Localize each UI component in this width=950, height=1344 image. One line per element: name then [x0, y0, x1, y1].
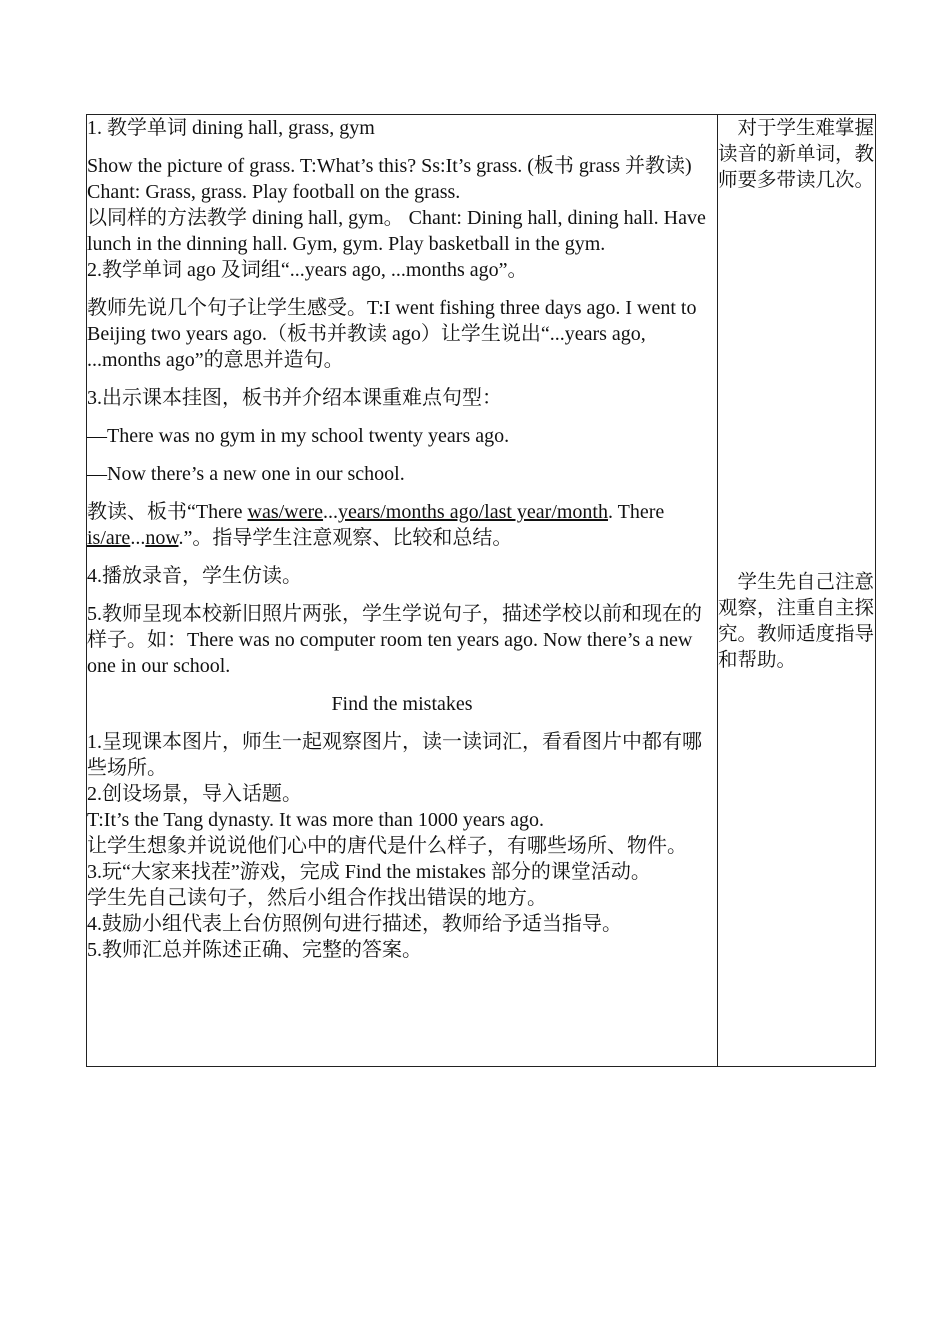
mistakes-step-2-dialog: T:It’s the Tang dynasty. It was more than 1000 years ago.: [87, 809, 544, 831]
table-row: [87, 115, 876, 1067]
procedure-cell: [87, 115, 718, 1067]
step-1-chant: Chant: Grass, grass. Play football on the grass.: [87, 181, 461, 203]
mistakes-step-5: 5.教师汇总并陈述正确、完整的答案。: [87, 939, 422, 961]
step-4: 4.播放录音，学生仿读。: [87, 565, 302, 587]
step-1-method: 以同样的方法教学 dining hall, gym。 Chant: Dining hall, dining hall. Have lunch in the dinning hall. Gym, gym. Play basketball in the gym.: [87, 207, 706, 255]
notes-cell: [718, 115, 876, 1067]
underline-was-were: was/were: [247, 501, 324, 523]
underline-time-phrase: years/months ago/last year/month: [338, 501, 608, 523]
underline-is-are: is/are: [87, 527, 131, 549]
step-2-title: 2.教学单词 ago 及词组“...years ago, ...months ago”。: [87, 259, 528, 281]
note-exploration: 学生先自己注意观察，注重自主探究。教师适度指导和帮助。: [718, 570, 875, 671]
board-text-ellipsis-2: ...: [130, 527, 146, 549]
step-1-title: 1. 教学单词 dining hall, grass, gym: [87, 117, 375, 139]
board-text-ellipsis-1: ...: [323, 501, 339, 523]
lesson-plan-table: [86, 114, 876, 1067]
board-text-suffix: .”。指导学生注意观察、比较和总结。: [178, 527, 513, 549]
mistakes-step-3: 3.玩“大家来找茬”游戏，完成 Find the mistakes 部分的课堂活动。: [87, 861, 651, 883]
step-2-detail: 教师先说几个句子让学生感受。T:I went fishing three days ago. I went to Beijing two years ago.（板书并教读 ago）让学生说出“...years ago, ...months ago”的意思并造句。: [87, 297, 697, 371]
step-5: 5.教师呈现本校新旧照片两张，学生学说句子，描述学校以前和现在的样子。如：There was no computer room ten years ago. Now there’s a new one in our school.: [87, 603, 702, 677]
mistakes-step-2: 2.创设场景，导入话题。: [87, 783, 302, 805]
key-sentence-2: —Now there’s a new one in our school.: [87, 463, 405, 485]
underline-now: now: [145, 527, 179, 549]
mistakes-step-3-task: 学生先自己读句子，然后小组合作找出错误的地方。: [87, 887, 547, 909]
section-heading: Find the mistakes: [331, 693, 473, 715]
step-3-board-text: [87, 499, 717, 551]
key-sentence-1: —There was no gym in my school twenty years ago.: [87, 425, 510, 447]
step-3-title: 3.出示课本挂图，板书并介绍本课重难点句型：: [87, 387, 502, 409]
mistakes-step-2-task: 让学生想象并说说他们心中的唐代是什么样子，有哪些场所、物件。: [87, 835, 687, 857]
step-1-detail: Show the picture of grass. T:What’s this? Ss:It’s grass. (板书 grass 并教读): [87, 155, 692, 177]
board-text-there: . There: [608, 501, 665, 523]
board-text-prefix: 教读、板书“There: [87, 501, 248, 523]
note-pronunciation: 对于学生难掌握读音的新单词，教师要多带读几次。: [718, 116, 875, 191]
mistakes-step-1: 1.呈现课本图片，师生一起观察图片，读一读词汇，看看图片中都有哪些场所。: [87, 731, 702, 779]
mistakes-step-4: 4.鼓励小组代表上台仿照例句进行描述，教师给予适当指导。: [87, 913, 622, 935]
